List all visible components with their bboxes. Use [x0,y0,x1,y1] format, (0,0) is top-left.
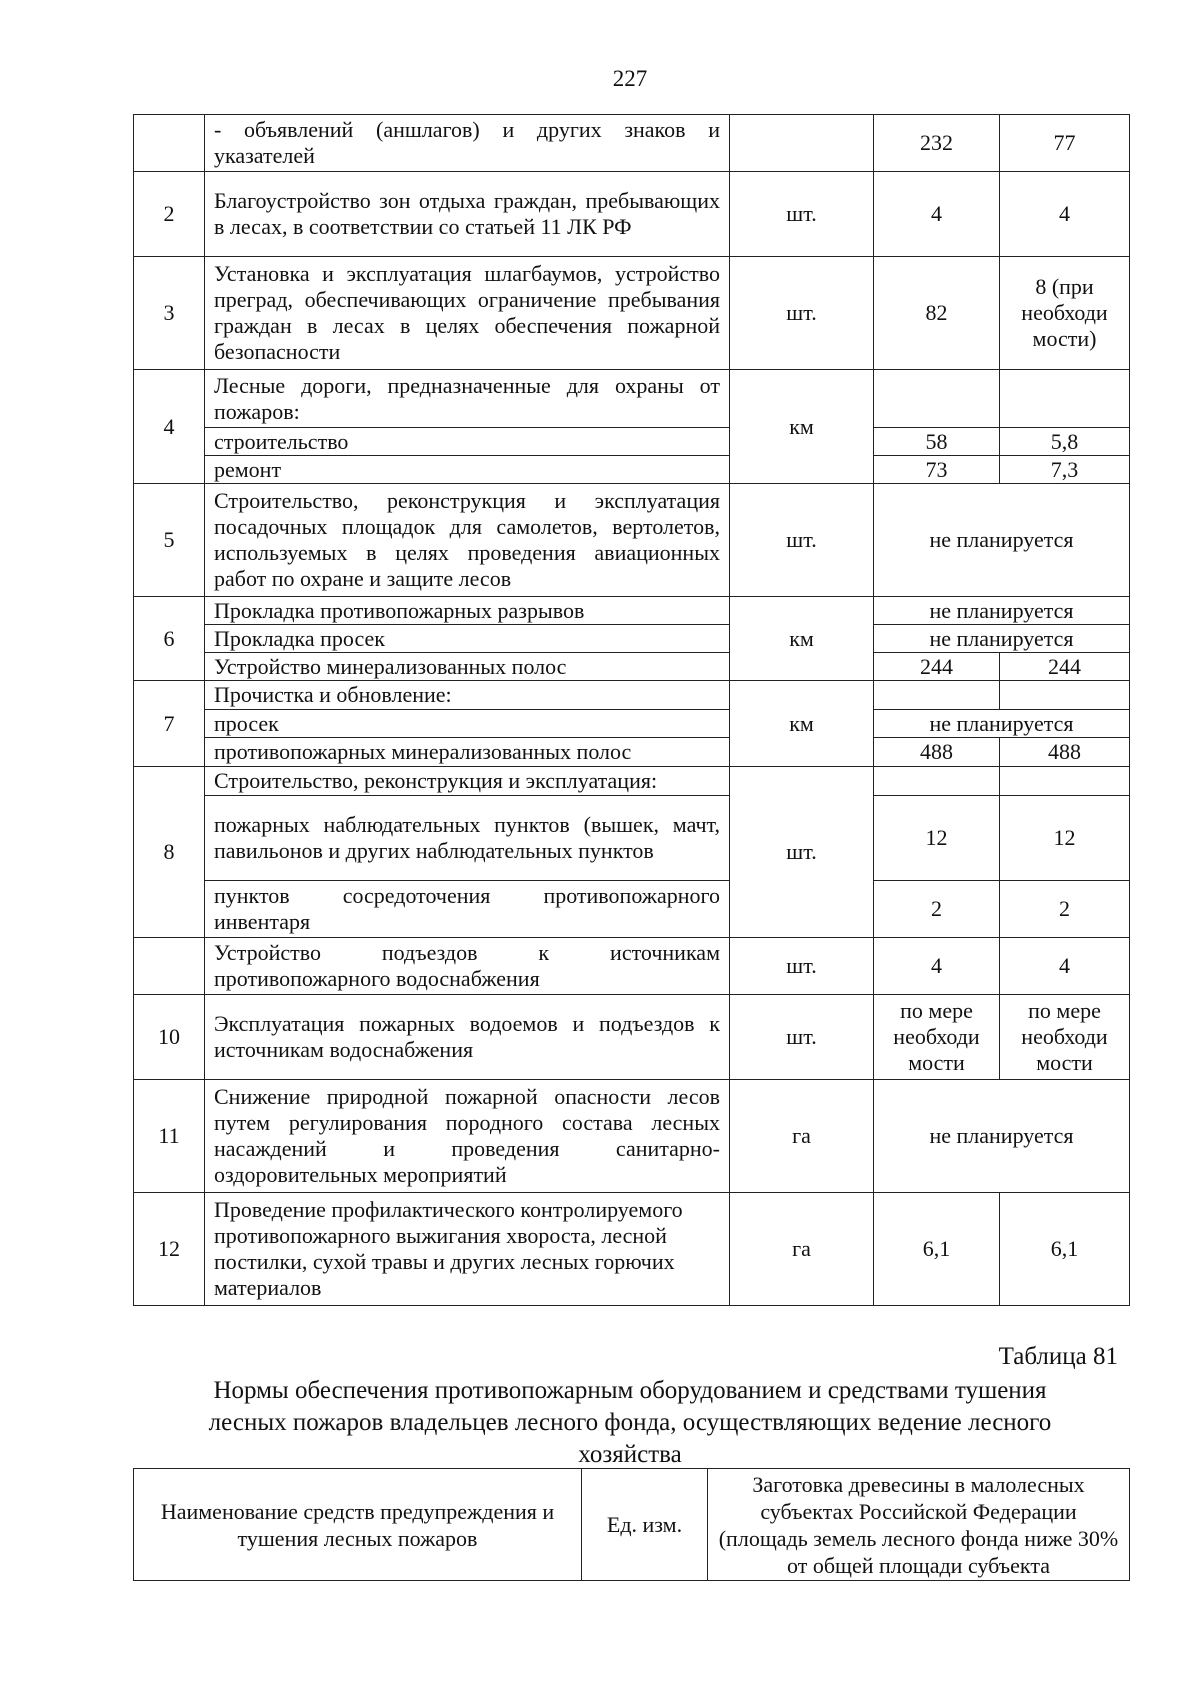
row-number: 11 [134,1080,205,1193]
value-1: 4 [874,938,1000,995]
value-1: 82 [874,257,1000,370]
measure-name: пунктов сосредоточения противопожарного инвентаря [205,881,730,938]
value-1: 244 [874,653,1000,681]
value-1: 12 [874,796,1000,881]
value-1: 4 [874,172,1000,257]
measure-name: Прочистка и обновление: [205,681,730,710]
value-1: 232 [874,115,1000,172]
measure-unit: шт. [730,257,874,370]
measure-name: Установка и эксплуатация шлагбаумов, устройство преград, обеспечивающих ограничение пребывания граждан в лесах в целях обеспечения пожарной безопасности [205,257,730,370]
measure-unit: км [730,681,874,767]
value-1: 2 [874,881,1000,938]
merged-value: не планируется [874,710,1130,738]
measure-name: противопожарных минерализованных полос [205,738,730,767]
value-1: 73 [874,456,1000,484]
measure-name: Благоустройство зон отдыха граждан, пребывающих в лесах, в соответствии со статьей 11 ЛК РФ [205,172,730,257]
measure-name: Эксплуатация пожарных водоемов и подъездов к источникам водоснабжения [205,995,730,1080]
header-region: Заготовка древесины в малолесных субъектах Российской Федерации (площадь земель лесного фонда ниже 30% от общей площади субъекта [708,1469,1130,1581]
value-1 [874,681,1000,710]
value-2 [1000,681,1130,710]
measure-name: Проведение профилактического контролируемого противопожарного выжигания хвороста, лесной постилки, сухой травы и других лесных горючих материалов [205,1193,730,1306]
measure-name: Устройство минерализованных полос [205,653,730,681]
row-number: 10 [134,995,205,1080]
value-1: 58 [874,428,1000,456]
table-row [134,1080,1130,1193]
row-number: 2 [134,172,205,257]
header-name: Наименование средств предупреждения и тушения лесных пожаров [134,1469,582,1581]
table-row [134,428,1130,456]
row-number: 6 [134,597,205,681]
table-row [134,767,1130,796]
measure-name: строительство [205,428,730,456]
value-1: 6,1 [874,1193,1000,1306]
measure-name: Лесные дороги, предназначенные для охраны от пожаров: [205,370,730,428]
value-2: 12 [1000,796,1130,881]
row-number: 5 [134,484,205,597]
value-1: 488 [874,738,1000,767]
forest-fire-measures-table [133,114,1130,1306]
table-row [134,995,1130,1080]
measure-unit: км [730,597,874,681]
value-2: 488 [1000,738,1130,767]
measure-name: пожарных наблюдательных пунктов (вышек, мачт, павильонов и других наблюдательных пунктов [205,796,730,881]
table-row [134,796,1130,881]
table-title: Нормы обеспечения противопожарным оборудованием и средствами тушения лесных пожаров владельцев лесного фонда, осуществляющих ведение лесного хозяйства [208,1377,1052,1468]
table-row [134,172,1130,257]
value-2: 244 [1000,653,1130,681]
measure-name: Строительство, реконструкция и эксплуатация: [205,767,730,796]
table-row [134,881,1130,938]
measure-unit: шт. [730,172,874,257]
table-row [134,484,1130,597]
measure-name: - объявлений (аншлагов) и других знаков и указателей [205,115,730,172]
value-2: 5,8 [1000,428,1130,456]
value-2: 4 [1000,172,1130,257]
measure-name: просек [205,710,730,738]
measure-name: Прокладка противопожарных разрывов [205,597,730,625]
row-number [134,938,205,995]
measure-name: Устройство подъездов к источникам противопожарного водоснабжения [205,938,730,995]
measure-unit: га [730,1080,874,1193]
merged-value: не планируется [874,1080,1130,1193]
table-row [134,738,1130,767]
merged-value: не планируется [874,597,1130,625]
value-2: 7,3 [1000,456,1130,484]
table-caption: Таблица 81 [998,1343,1118,1370]
row-number: 12 [134,1193,205,1306]
header-unit: Ед. изм. [582,1469,708,1581]
value-2: 6,1 [1000,1193,1130,1306]
value-2: 4 [1000,938,1130,995]
row-number [134,115,205,172]
merged-value: не планируется [874,625,1130,653]
table-row [134,1193,1130,1306]
merged-value: не планируется [874,484,1130,597]
measure-unit: га [730,1193,874,1306]
value-2: по мере необходи мости [1000,995,1130,1080]
page-number: 227 [612,66,648,91]
row-number: 4 [134,370,205,484]
value-2 [1000,370,1130,428]
table-row [134,370,1130,428]
table-row [134,938,1130,995]
measure-unit: шт. [730,995,874,1080]
measure-name: Строительство, реконструкция и эксплуатация посадочных площадок для самолетов, вертолетов, используемых в целях проведения авиационных работ по охране и защите лесов [205,484,730,597]
value-2: 2 [1000,881,1130,938]
row-number: 3 [134,257,205,370]
table-row [134,681,1130,710]
table-row [134,115,1130,172]
table-row [134,597,1130,625]
value-2 [1000,767,1130,796]
measure-unit: шт. [730,767,874,938]
value-1 [874,370,1000,428]
table-row [134,456,1130,484]
measure-unit [730,115,874,172]
measure-unit: шт. [730,938,874,995]
measure-name: ремонт [205,456,730,484]
table-row [134,653,1130,681]
row-number: 8 [134,767,205,938]
table-row [134,257,1130,370]
value-2: 77 [1000,115,1130,172]
table-row [134,710,1130,738]
measure-unit: шт. [730,484,874,597]
value-1: по мере необходи мости [874,995,1000,1080]
table-row [134,625,1130,653]
table-header-row [134,1469,1130,1581]
row-number: 7 [134,681,205,767]
value-1 [874,767,1000,796]
equipment-norms-table [133,1468,1130,1581]
value-2: 8 (при необходи мости) [1000,257,1130,370]
measure-name: Снижение природной пожарной опасности лесов путем регулирования породного состава лесных насаждений и проведения санитарно-оздоровительных мероприятий [205,1080,730,1193]
measure-name: Прокладка просек [205,625,730,653]
measure-unit: км [730,370,874,484]
